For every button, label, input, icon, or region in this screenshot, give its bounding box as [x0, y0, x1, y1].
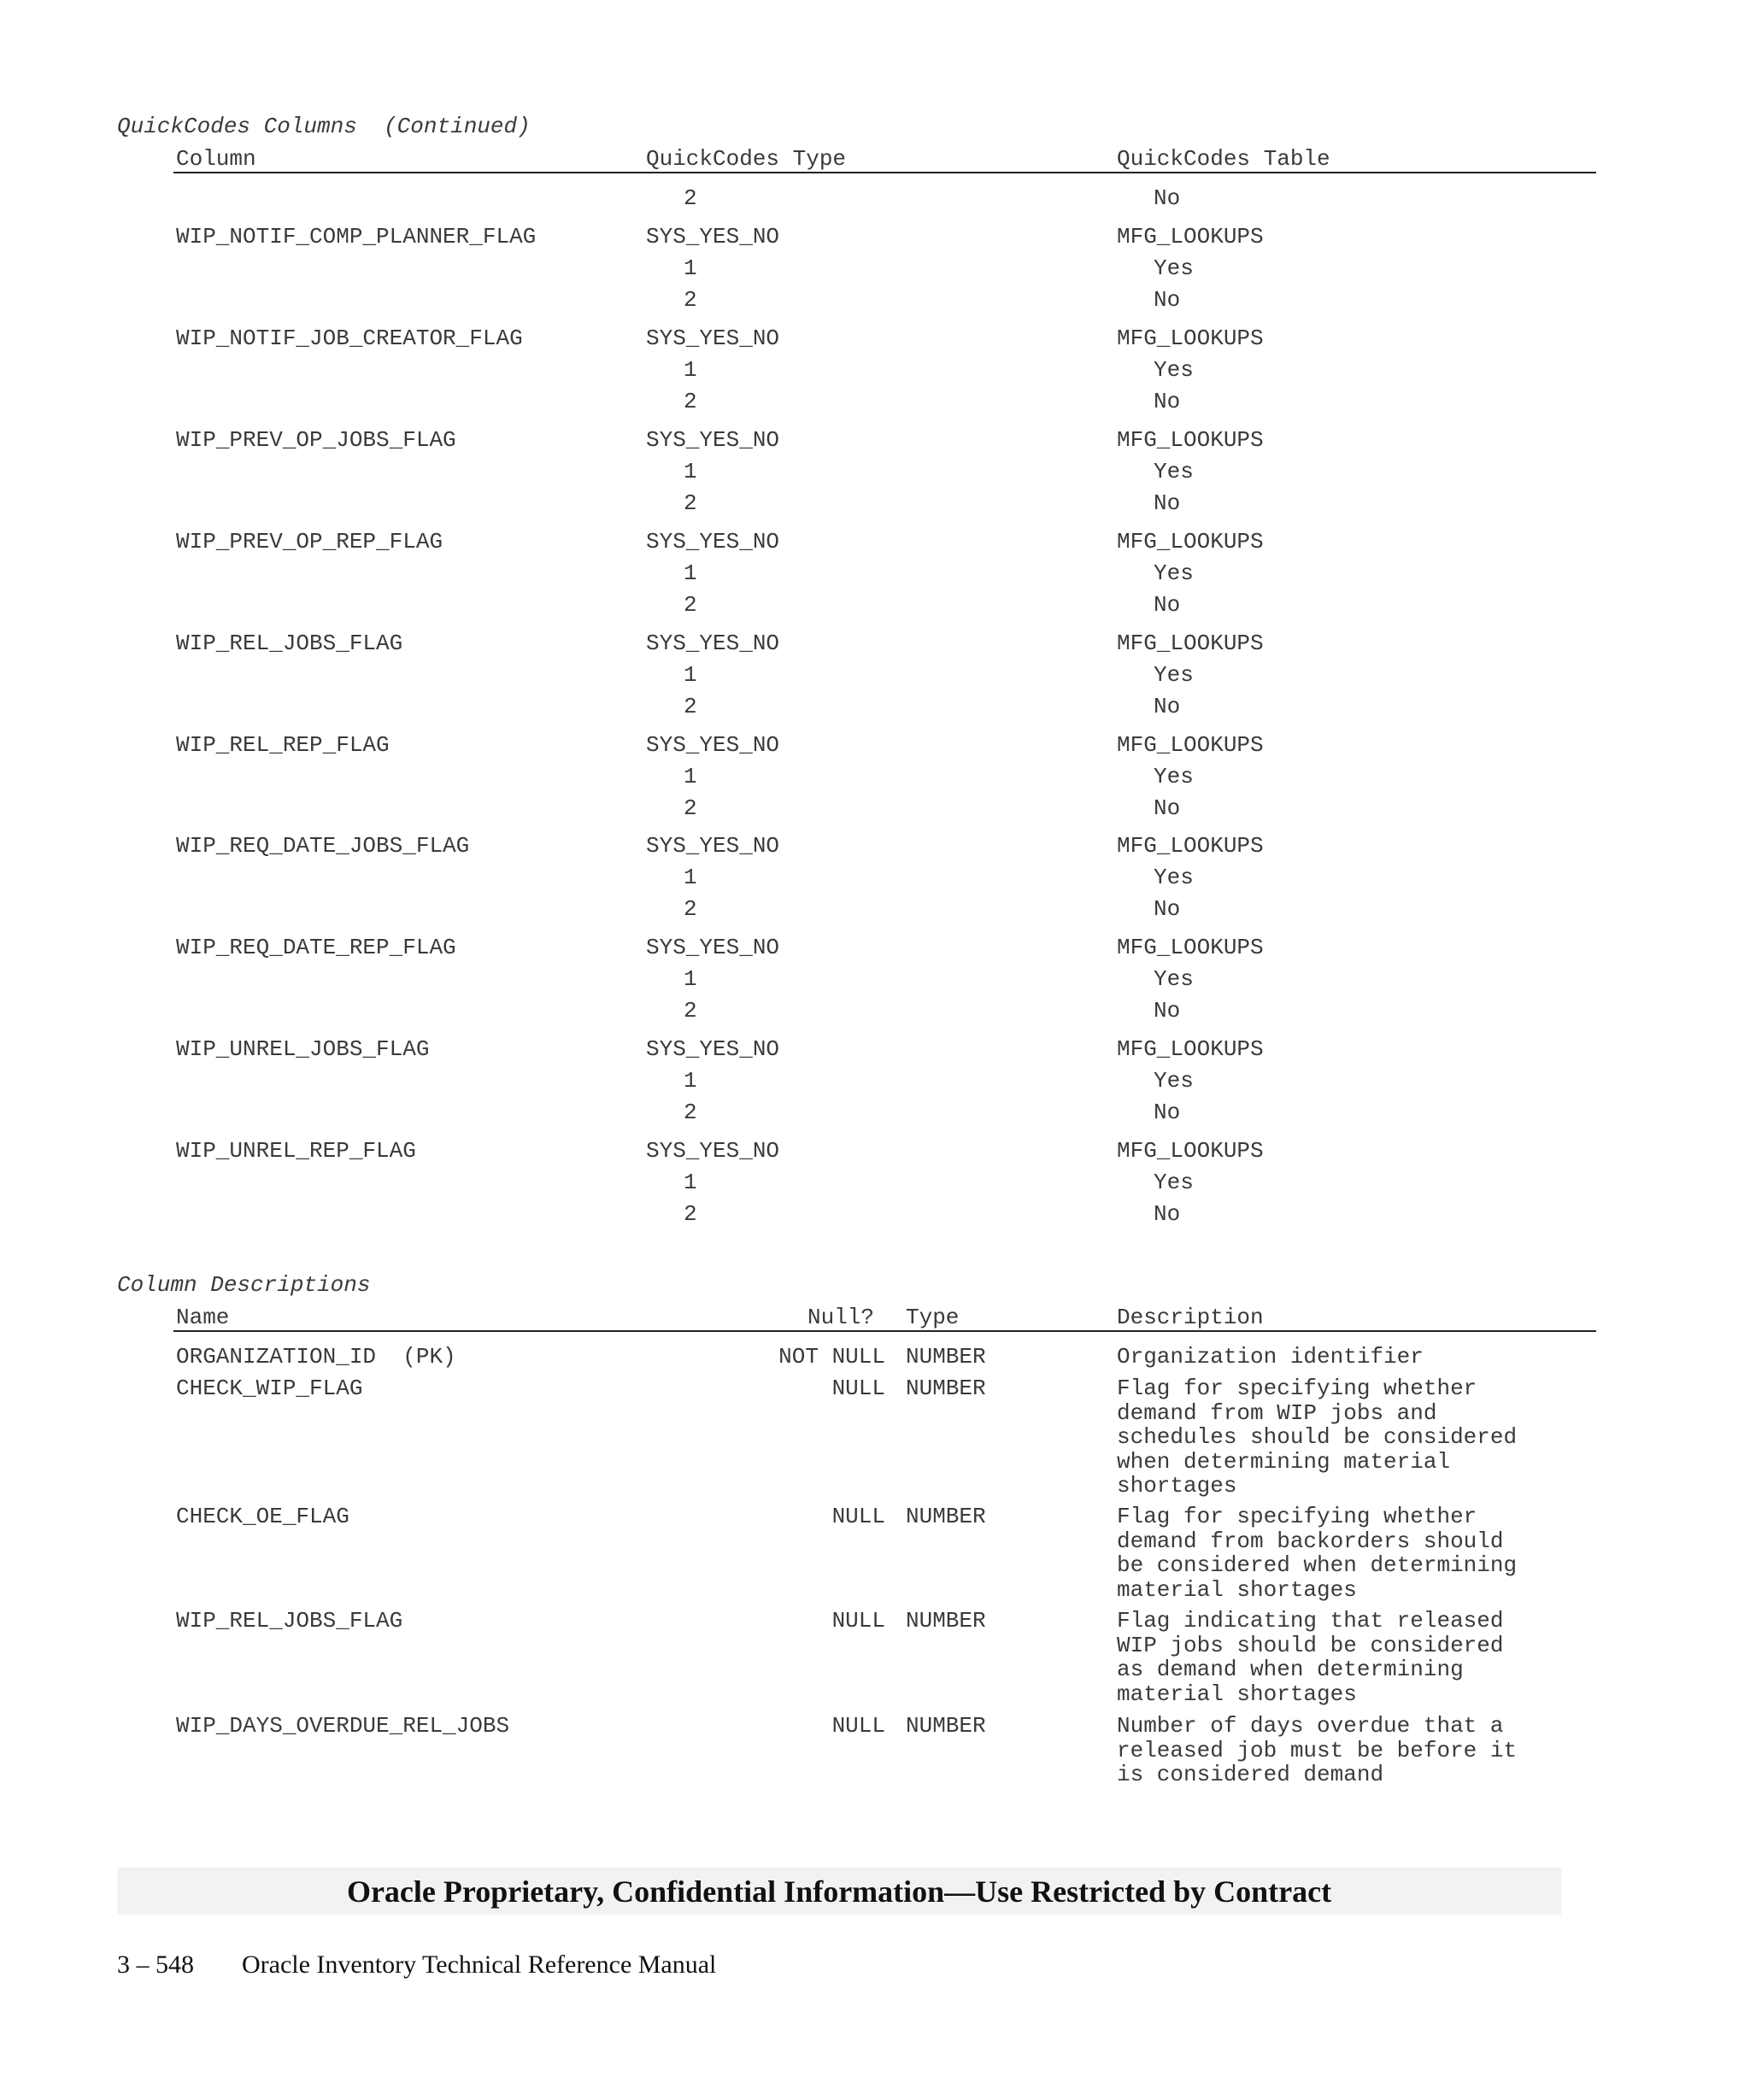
- desc-header-type: Type: [906, 1305, 960, 1330]
- desc-header-null: Null?: [807, 1305, 875, 1330]
- quickcode-table: MFG_LOOKUPS: [1117, 528, 1264, 554]
- desc-row-name: ORGANIZATION_ID (PK): [176, 1344, 456, 1370]
- quickcode-column-name: WIP_REQ_DATE_JOBS_FLAG: [176, 833, 470, 859]
- quickcode-value: 1: [684, 1068, 697, 1094]
- quickcode-meaning: Yes: [1154, 661, 1194, 688]
- quickcodes-heading: [117, 111, 531, 142]
- desc-row-name: WIP_REL_JOBS_FLAG: [176, 1608, 403, 1634]
- quickcode-type: SYS_YES_NO: [646, 528, 780, 554]
- quickcode-value: 2: [684, 287, 697, 313]
- quickcode-meaning: Yes: [1154, 1068, 1194, 1094]
- desc-row-description-line: shortages: [1117, 1473, 1237, 1499]
- quickcode-meaning: No: [1154, 1100, 1181, 1126]
- quickcode-value: 2: [684, 795, 697, 821]
- desc-header-rule: [173, 1330, 1596, 1332]
- quickcode-table: MFG_LOOKUPS: [1117, 1036, 1264, 1063]
- quickcode-value: 2: [684, 490, 697, 516]
- quickcode-type: SYS_YES_NO: [646, 1138, 780, 1164]
- desc-row-description-line: when determining material: [1117, 1448, 1451, 1475]
- quickcode-column-name: WIP_NOTIF_JOB_CREATOR_FLAG: [176, 325, 523, 351]
- desc-row-type: NUMBER: [906, 1504, 986, 1529]
- quickcode-value: 2: [684, 388, 697, 414]
- quickcode-type: SYS_YES_NO: [646, 325, 780, 351]
- quickcode-meaning: Yes: [1154, 1170, 1194, 1196]
- quickcode-value: 2: [684, 693, 697, 719]
- quickcode-table: MFG_LOOKUPS: [1117, 426, 1264, 453]
- desc-row-description-line: Organization identifier: [1117, 1344, 1424, 1370]
- desc-row-type: NUMBER: [906, 1376, 986, 1401]
- desc-row-type: NUMBER: [906, 1713, 986, 1739]
- quickcodes-title: QuickCodes Columns: [117, 114, 357, 139]
- quickcode-value: 1: [684, 865, 697, 891]
- quickcode-value: 1: [684, 356, 697, 383]
- quickcode-meaning: No: [1154, 388, 1181, 414]
- manual-title: Oracle Inventory Technical Reference Manual: [242, 1950, 717, 1979]
- quickcode-value: 1: [684, 560, 697, 586]
- quickcode-value: 2: [684, 185, 697, 211]
- desc-row-name: CHECK_WIP_FLAG: [176, 1376, 363, 1401]
- quickcode-value: 1: [684, 458, 697, 484]
- desc-row-null: NULL: [831, 1504, 885, 1529]
- quickcode-column-name: WIP_REQ_DATE_REP_FLAG: [176, 935, 456, 961]
- continued-label: (Continued): [384, 114, 531, 139]
- quickcode-column-name: WIP_UNREL_REP_FLAG: [176, 1138, 416, 1164]
- quickcode-table: MFG_LOOKUPS: [1117, 731, 1264, 758]
- quickcode-meaning: No: [1154, 287, 1181, 313]
- quickcode-type: SYS_YES_NO: [646, 833, 780, 859]
- page-number: 3 – 548: [117, 1950, 194, 1979]
- quickcode-meaning: No: [1154, 795, 1181, 821]
- desc-row-description-line: Number of days overdue that a: [1117, 1713, 1504, 1739]
- desc-row-description-line: material shortages: [1117, 1576, 1357, 1603]
- desc-row-description-line: WIP jobs should be considered: [1117, 1632, 1504, 1658]
- quickcode-value: 2: [684, 896, 697, 923]
- desc-row-null: NULL: [831, 1608, 885, 1634]
- desc-row-description-line: released job must be before it: [1117, 1737, 1518, 1763]
- desc-row-description-line: material shortages: [1117, 1681, 1357, 1707]
- quickcode-meaning: No: [1154, 896, 1181, 923]
- quickcodes-header-type: QuickCodes Type: [646, 146, 847, 172]
- desc-row-type: NUMBER: [906, 1344, 986, 1370]
- quickcode-column-name: WIP_PREV_OP_REP_FLAG: [176, 528, 443, 554]
- desc-row-description-line: schedules should be considered: [1117, 1424, 1518, 1450]
- quickcode-table: MFG_LOOKUPS: [1117, 325, 1264, 351]
- desc-row-description-line: be considered when determining: [1117, 1552, 1518, 1578]
- desc-row-description-line: Flag for specifying whether: [1117, 1376, 1477, 1401]
- desc-row-description-line: is considered demand: [1117, 1762, 1384, 1787]
- quickcode-column-name: WIP_UNREL_JOBS_FLAG: [176, 1036, 430, 1063]
- quickcode-type: SYS_YES_NO: [646, 1036, 780, 1063]
- desc-row-name: CHECK_OE_FLAG: [176, 1504, 349, 1529]
- quickcode-meaning: No: [1154, 185, 1181, 211]
- confidential-banner: Oracle Proprietary, Confidential Information––Use Restricted by Contract: [117, 1868, 1561, 1915]
- desc-row-null: NULL: [831, 1713, 885, 1739]
- quickcode-meaning: No: [1154, 591, 1181, 618]
- quickcode-value: 1: [684, 763, 697, 789]
- desc-header-name: Name: [176, 1305, 230, 1330]
- quickcode-meaning: No: [1154, 490, 1181, 516]
- quickcode-table: MFG_LOOKUPS: [1117, 833, 1264, 859]
- quickcode-column-name: WIP_PREV_OP_JOBS_FLAG: [176, 426, 456, 453]
- quickcode-meaning: Yes: [1154, 560, 1194, 586]
- quickcode-table: MFG_LOOKUPS: [1117, 224, 1264, 249]
- quickcode-column-name: WIP_NOTIF_COMP_PLANNER_FLAG: [176, 224, 537, 249]
- desc-row-description-line: as demand when determining: [1117, 1657, 1464, 1682]
- page-footer: [117, 1950, 716, 1980]
- quickcode-meaning: Yes: [1154, 458, 1194, 484]
- quickcode-meaning: Yes: [1154, 865, 1194, 891]
- desc-row-type: NUMBER: [906, 1608, 986, 1634]
- quickcode-value: 2: [684, 998, 697, 1024]
- desc-row-description-line: Flag indicating that released: [1117, 1608, 1504, 1634]
- quickcode-column-name: WIP_REL_REP_FLAG: [176, 731, 390, 758]
- quickcode-meaning: No: [1154, 693, 1181, 719]
- column-descriptions-heading: Column Descriptions: [117, 1272, 371, 1298]
- quickcode-value: 2: [684, 1100, 697, 1126]
- quickcode-type: SYS_YES_NO: [646, 731, 780, 758]
- quickcodes-header-column: Column: [176, 146, 256, 172]
- desc-row-name: WIP_DAYS_OVERDUE_REL_JOBS: [176, 1713, 510, 1739]
- quickcode-type: SYS_YES_NO: [646, 935, 780, 961]
- quickcodes-header-rule: [173, 172, 1596, 173]
- desc-header-description: Description: [1117, 1305, 1264, 1330]
- desc-row-null: NULL: [831, 1376, 885, 1401]
- quickcode-value: 2: [684, 1201, 697, 1228]
- quickcode-table: MFG_LOOKUPS: [1117, 1138, 1264, 1164]
- quickcode-column-name: WIP_REL_JOBS_FLAG: [176, 630, 403, 656]
- quickcodes-header-table: QuickCodes Table: [1117, 146, 1330, 172]
- quickcode-meaning: No: [1154, 1201, 1181, 1228]
- quickcode-value: 1: [684, 1170, 697, 1196]
- quickcode-meaning: No: [1154, 998, 1181, 1024]
- quickcode-value: 1: [684, 661, 697, 688]
- desc-row-description-line: demand from backorders should: [1117, 1528, 1504, 1554]
- quickcode-meaning: Yes: [1154, 763, 1194, 789]
- quickcode-table: MFG_LOOKUPS: [1117, 935, 1264, 961]
- quickcode-type: SYS_YES_NO: [646, 630, 780, 656]
- quickcode-type: SYS_YES_NO: [646, 426, 780, 453]
- quickcode-value: 2: [684, 591, 697, 618]
- desc-row-null: NOT NULL: [778, 1344, 885, 1370]
- quickcode-value: 1: [684, 255, 697, 281]
- quickcode-value: 1: [684, 966, 697, 993]
- desc-row-description-line: demand from WIP jobs and: [1117, 1399, 1437, 1426]
- quickcode-meaning: Yes: [1154, 966, 1194, 993]
- quickcode-type: SYS_YES_NO: [646, 224, 780, 249]
- quickcode-meaning: Yes: [1154, 255, 1194, 281]
- desc-row-description-line: Flag for specifying whether: [1117, 1504, 1477, 1529]
- quickcode-table: MFG_LOOKUPS: [1117, 630, 1264, 656]
- quickcode-meaning: Yes: [1154, 356, 1194, 383]
